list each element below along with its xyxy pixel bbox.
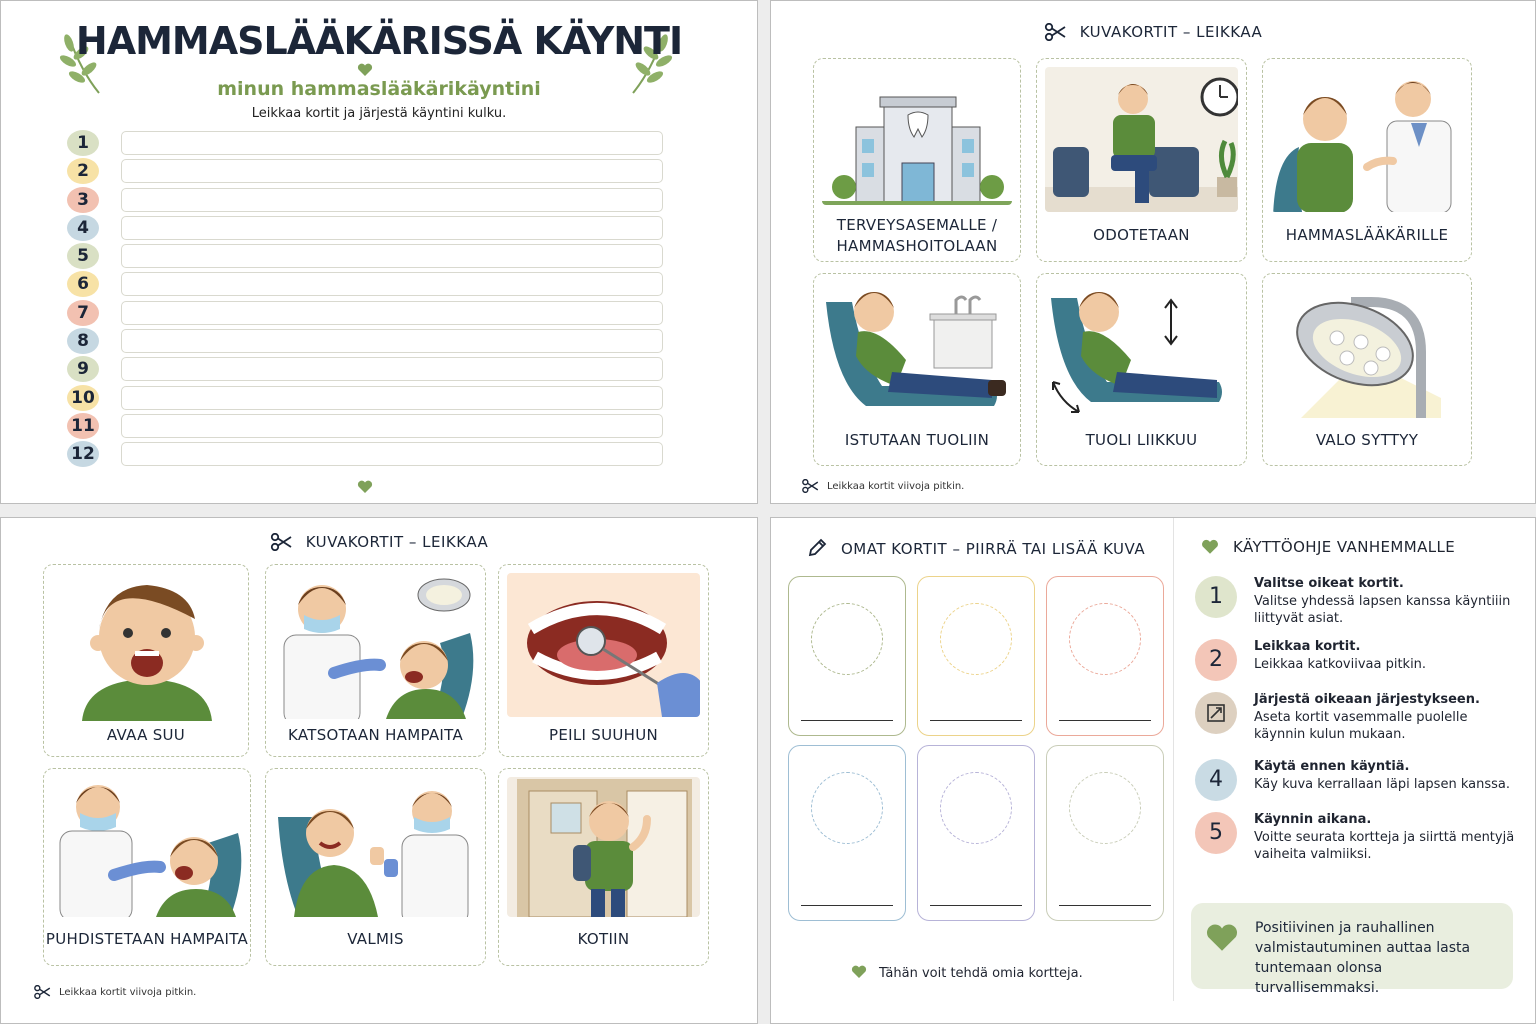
step-number-badge: 7 bbox=[67, 300, 99, 326]
numbered-slot-list bbox=[67, 129, 663, 469]
cards-heading bbox=[771, 23, 1535, 41]
picture-cards-page-1 bbox=[770, 0, 1536, 504]
numbered-slot bbox=[67, 327, 663, 355]
step-number-badge: 2 bbox=[67, 158, 99, 184]
parent-guide-heading-label: KÄYTTÖOHJE VANHEMMALLE bbox=[1233, 538, 1456, 556]
card-label: TERVEYSASEMALLE / HAMMASHOITOLAAN bbox=[836, 216, 998, 255]
cards-heading-label: KUVAKORTIT – LEIKKAA bbox=[1079, 23, 1263, 41]
numbered-slot bbox=[67, 157, 663, 185]
numbered-slot bbox=[67, 299, 663, 327]
label-line bbox=[801, 905, 893, 906]
blank-card[interactable] bbox=[917, 576, 1035, 736]
step-text: Käy kuva kerrallaan läpi lapsen kanssa. bbox=[1254, 777, 1510, 792]
mirror-in-mouth-icon bbox=[507, 573, 700, 717]
waiting-room-icon bbox=[1045, 67, 1238, 212]
picture-card[interactable] bbox=[498, 564, 709, 757]
heart-icon bbox=[1201, 539, 1219, 555]
info-text: Positiivinen ja rauhallinen valmistautuminen auttaa lasta tuntemaan olonsa turvallisemmaksi. bbox=[1255, 920, 1471, 996]
card-slot-box[interactable] bbox=[121, 188, 663, 212]
label-line bbox=[1059, 720, 1151, 721]
card-slot-box[interactable] bbox=[121, 329, 663, 353]
label-line bbox=[801, 720, 893, 721]
card-slot-box[interactable] bbox=[121, 159, 663, 183]
picture-card[interactable] bbox=[498, 768, 709, 966]
card-slot-box[interactable] bbox=[121, 131, 663, 155]
card-label: KATSOTAAN HAMPAITA bbox=[288, 726, 463, 744]
picture-card[interactable] bbox=[265, 768, 486, 966]
step-number-badge: 5 bbox=[1195, 812, 1237, 854]
page-subtitle: minun hammaslääkärikäyntini bbox=[217, 78, 541, 100]
drawing-circle bbox=[940, 772, 1012, 844]
own-cards-note-text: Tähän voit tehdä omia kortteja. bbox=[879, 966, 1083, 981]
picture-card[interactable] bbox=[43, 564, 249, 757]
card-label: PEILI SUUHUN bbox=[548, 726, 659, 744]
own-cards-note bbox=[851, 965, 1083, 981]
step-number-badge: 3 bbox=[67, 187, 99, 213]
step-number-badge: 4 bbox=[1195, 759, 1237, 801]
card-label: KOTIIN bbox=[577, 930, 630, 948]
blank-card[interactable] bbox=[1046, 745, 1164, 921]
picture-card[interactable] bbox=[1262, 58, 1472, 262]
drawing-circle bbox=[1069, 772, 1141, 844]
own-cards-heading-label: OMAT KORTIT – PIIRRÄ TAI LISÄÄ KUVA bbox=[841, 540, 1146, 558]
heart-icon bbox=[357, 480, 373, 494]
page-title: HAMMASLÄÄKÄRISSÄ KÄYNTI bbox=[75, 19, 683, 63]
cards-heading bbox=[1, 533, 757, 551]
blank-card[interactable] bbox=[1046, 576, 1164, 736]
arrange-cards-icon bbox=[1195, 692, 1237, 734]
card-slot-box[interactable] bbox=[121, 414, 663, 438]
card-slot-box[interactable] bbox=[121, 386, 663, 410]
picture-card[interactable] bbox=[813, 58, 1021, 262]
cards-heading-label: KUVAKORTIT – LEIKKAA bbox=[305, 533, 489, 551]
cut-instruction-footer bbox=[801, 479, 964, 493]
step-title: Käynnin aikana. bbox=[1254, 812, 1372, 827]
boy-meets-dentist-icon bbox=[1271, 67, 1463, 212]
boy-in-dental-chair-icon bbox=[822, 282, 1012, 418]
picture-card[interactable] bbox=[1262, 273, 1472, 466]
section-divider bbox=[1173, 518, 1174, 1001]
step-number-badge: 2 bbox=[1195, 639, 1237, 681]
step-title: Valitse oikeat kortit. bbox=[1254, 576, 1404, 591]
label-line bbox=[930, 720, 1022, 721]
card-label: HAMMASLÄÄKÄRILLE bbox=[1285, 226, 1449, 244]
step-text: Voitte seurata kortteja ja siirttä mentyjä vaiheita valmiiksi. bbox=[1254, 830, 1515, 862]
blank-card[interactable] bbox=[917, 745, 1035, 921]
heart-icon bbox=[851, 965, 867, 979]
card-label: ISTUTAAN TUOLIIN bbox=[844, 431, 990, 449]
card-slot-box[interactable] bbox=[121, 442, 663, 466]
card-label: VALO SYTTYY bbox=[1315, 431, 1419, 449]
picture-cards-page-2 bbox=[0, 517, 758, 1024]
picture-card[interactable] bbox=[265, 564, 486, 757]
card-slot-box[interactable] bbox=[121, 301, 663, 325]
cut-instruction-footer bbox=[33, 985, 196, 999]
step-title: Järjestä oikeaan järjestykseen. bbox=[1254, 692, 1480, 707]
card-slot-box[interactable] bbox=[121, 216, 663, 240]
pencil-icon bbox=[807, 538, 827, 558]
cut-instruction-text: Leikkaa kortit viivoja pitkin. bbox=[827, 481, 965, 492]
step-number-badge: 1 bbox=[1195, 576, 1237, 618]
step-text: Aseta kortit vasemmalle puolelle käynnin kulun mukaan. bbox=[1254, 710, 1468, 742]
step-number-badge: 9 bbox=[67, 356, 99, 382]
thumbs-up-done-icon bbox=[274, 777, 477, 917]
cut-instruction-text: Leikkaa kortit viivoja pitkin. bbox=[59, 987, 197, 998]
card-slot-box[interactable] bbox=[121, 357, 663, 381]
numbered-slot bbox=[67, 355, 663, 383]
chair-moves-icon bbox=[1045, 282, 1238, 418]
teeth-cleaning-icon bbox=[52, 777, 242, 917]
heart-icon bbox=[1205, 923, 1239, 953]
step-number-badge: 8 bbox=[67, 328, 99, 354]
numbered-slot bbox=[67, 412, 663, 440]
numbered-slot bbox=[67, 214, 663, 242]
info-box bbox=[1191, 903, 1513, 996]
step-number-badge: 6 bbox=[67, 271, 99, 297]
drawing-circle bbox=[811, 772, 883, 844]
card-label: VALMIS bbox=[347, 930, 404, 948]
step-title: Käytä ennen käyntiä. bbox=[1254, 759, 1410, 774]
scissors-icon bbox=[801, 479, 819, 493]
blank-card[interactable] bbox=[788, 576, 906, 736]
numbered-slot bbox=[67, 384, 663, 412]
step-text: Leikkaa katkoviivaa pitkin. bbox=[1254, 657, 1427, 672]
scissors-icon bbox=[33, 985, 51, 999]
step-text: Valitse yhdessä lapsen kanssa käyntiiin liittyvät asiat. bbox=[1254, 594, 1511, 626]
step-number-badge: 5 bbox=[67, 243, 99, 269]
numbered-slot bbox=[67, 186, 663, 214]
boy-open-mouth-icon bbox=[52, 573, 240, 721]
card-label: ODOTETAAN bbox=[1093, 226, 1190, 244]
parent-guide-heading bbox=[1201, 538, 1455, 556]
ordering-worksheet-page bbox=[0, 0, 758, 504]
step-number-badge: 1 bbox=[67, 130, 99, 156]
drawing-circle bbox=[940, 603, 1012, 675]
dental-lamp-icon bbox=[1271, 282, 1463, 418]
clinic-building-icon bbox=[822, 67, 1012, 205]
scissors-icon bbox=[1044, 23, 1066, 41]
label-line bbox=[930, 905, 1022, 906]
boy-going-home-icon bbox=[507, 777, 700, 917]
step-title: Leikkaa kortit. bbox=[1254, 639, 1361, 654]
picture-card[interactable] bbox=[1036, 58, 1247, 262]
drawing-circle bbox=[811, 603, 883, 675]
blank-card[interactable] bbox=[788, 745, 906, 921]
picture-card[interactable] bbox=[43, 768, 251, 966]
card-slot-box[interactable] bbox=[121, 244, 663, 268]
picture-card[interactable] bbox=[813, 273, 1021, 466]
card-label: TUOLI LIIKKUU bbox=[1085, 431, 1198, 449]
numbered-slot bbox=[67, 242, 663, 270]
card-label: PUHDISTETAAN HAMPAITA bbox=[45, 930, 249, 948]
scissors-icon bbox=[270, 533, 292, 551]
numbered-slot bbox=[67, 270, 663, 298]
dentist-checks-teeth-icon bbox=[274, 573, 477, 719]
heart-icon bbox=[357, 63, 373, 77]
card-slot-box[interactable] bbox=[121, 272, 663, 296]
step-number-badge: 4 bbox=[67, 215, 99, 241]
numbered-slot bbox=[67, 129, 663, 157]
own-cards-heading bbox=[807, 538, 1145, 558]
picture-card[interactable] bbox=[1036, 273, 1247, 466]
instruction-text: Leikkaa kortit ja järjestä käyntini kulku. bbox=[251, 106, 507, 121]
label-line bbox=[1059, 905, 1151, 906]
step-number-badge: 10 bbox=[67, 385, 99, 411]
card-label: AVAA SUU bbox=[106, 726, 186, 744]
step-number-badge: 12 bbox=[67, 441, 99, 467]
numbered-slot bbox=[67, 440, 663, 468]
step-number-badge: 11 bbox=[67, 413, 99, 439]
drawing-circle bbox=[1069, 603, 1141, 675]
own-cards-and-guide-page bbox=[770, 517, 1536, 1024]
